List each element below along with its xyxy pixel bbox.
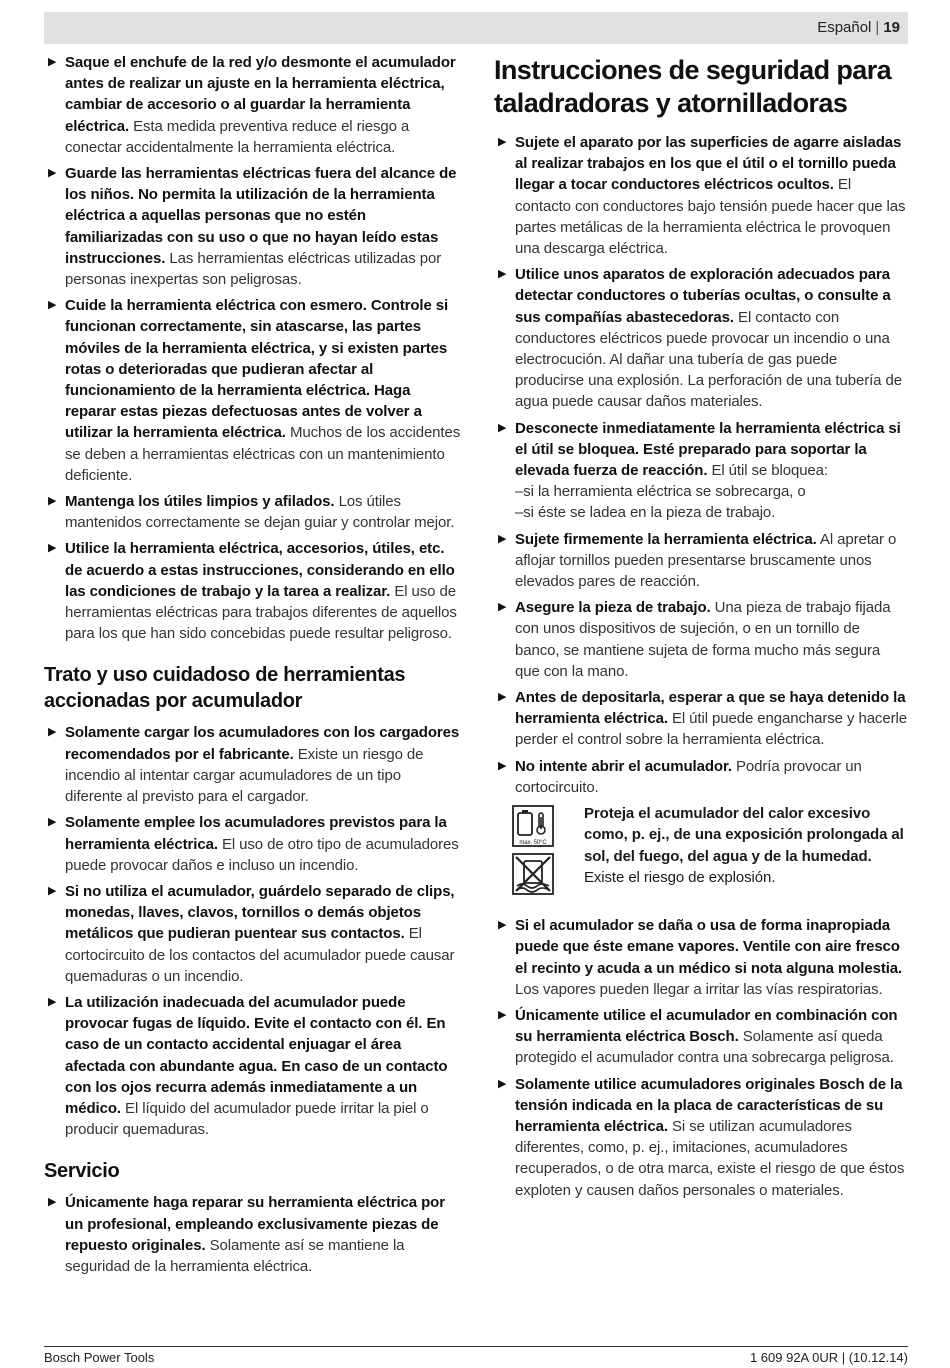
triangle-bullet-icon: ▶: [48, 495, 57, 508]
battery-water-warning-icon: [512, 853, 554, 895]
item-text: Si se utilizan acumuladores diferentes, como, p. ej., imitaciones, acumuladores recuperados, o de otra marca, existe el riesgo de que éstos exploten y causen daños personales o materiales.: [515, 1117, 905, 1199]
list-item: [44, 163, 462, 290]
triangle-bullet-icon: ▶: [498, 691, 507, 704]
list-item: [494, 687, 908, 751]
item-bold-text: Únicamente haga reparar su herramienta eléctrica por un profesional, empleando exclusivamente piezas de repuesto originales.: [65, 1194, 445, 1254]
item-bold-text: Solamente utilice acumuladores originales Bosch de la tensión indicada en la placa de características de su herramienta eléctrica.: [515, 1075, 903, 1135]
item-bold-text: No intente abrir el acumulador.: [515, 757, 732, 775]
item-bold-text: Sujete el aparato por las superficies de agarre aisladas al realizar trabajos en los que el útil o el tornillo pueda llegar a tocar conductores eléctricos ocultos.: [515, 134, 902, 194]
item-bold-text: Solamente emplee los acumuladores previstos para la herramienta eléctrica.: [65, 814, 447, 853]
list-item: [494, 1005, 908, 1069]
battery-warning-block: [512, 803, 908, 895]
general-safety-list: [44, 52, 462, 644]
list-item: [44, 1192, 462, 1277]
battery-heading: Trato y uso cuidadoso de herramientas accionadas por acumulador: [44, 664, 406, 713]
warning-normal-text: Existe el riesgo de explosión.: [584, 868, 776, 886]
item-text: Al apretar o aflojar tornillos pueden presentarse bruscamente unos elevados pares de reacción.: [515, 530, 897, 591]
list-item: [494, 132, 908, 259]
triangle-bullet-icon: ▶: [48, 1196, 57, 1209]
page-header: [44, 12, 908, 44]
section-title: Instrucciones de seguridad para taladradoras y atornilladoras: [494, 55, 892, 118]
dash-item-2: –si éste se ladea en la pieza de trabajo.: [515, 504, 776, 522]
language-label: Español: [817, 19, 872, 36]
item-bold-text: Saque el enchufe de la red y/o desmonte el acumulador antes de realizar un ajuste en la herramienta eléctrica, cambiar de accesorio o al guardar la herramienta eléctrica.: [65, 54, 456, 135]
item-text: El cortocircuito de los contactos del acumulador puede causar quemaduras o un incendio.: [65, 925, 455, 985]
list-item: [494, 264, 908, 412]
item-bold-text: Antes de depositarla, esperar a que se haya detenido la herramienta eléctrica.: [515, 689, 906, 728]
list-item: [44, 491, 462, 533]
list-item: [44, 295, 462, 486]
triangle-bullet-icon: ▶: [498, 268, 507, 281]
item-bold-text: Desconecte inmediatamente la herramienta eléctrica si el útil se bloquea. Esté preparado para soportar la elevada fuerza de reacción.: [515, 419, 901, 480]
drill-safety-list-a: [494, 132, 908, 413]
triangle-bullet-icon: ▶: [48, 542, 57, 555]
header-separator: |: [875, 19, 880, 36]
warning-bold-text: Proteja el acumulador del calor excesivo como, p. ej., de una exposición prolongada al sol, del fuego, del agua y de la humedad.: [584, 805, 904, 865]
list-item: [494, 529, 908, 593]
item-text: Una pieza de trabajo fijada con unos dispositivos de sujeción, o en un tornillo de banco, se mantiene sujeta de forma mucho más segura que con la mano.: [515, 599, 891, 680]
item-bold-text: Utilice unos aparatos de exploración adecuados para detectar conductores o tuberías ocultas, o consulte a sus compañías abastecedoras.: [515, 266, 891, 326]
list-item: [44, 992, 462, 1140]
footer-doc-id: 1 609 92A 0UR | (10.12.14): [749, 1350, 908, 1365]
item-bold-text: Guarde las herramientas eléctricas fuera del alcance de los niños. No permita la utilización de la herramienta eléctrica a aquellas personas que no estén familiarizadas con su uso o que no hayan leído estas instrucciones.: [65, 165, 457, 267]
list-item: [494, 1074, 908, 1201]
triangle-bullet-icon: ▶: [48, 816, 57, 829]
item-text: Las herramientas eléctricas utilizadas por personas inexpertas son peligrosas.: [65, 249, 442, 289]
battery-heat-warning-icon: [512, 805, 554, 847]
list-item: [494, 597, 908, 682]
temp-label: max. 50°C: [519, 840, 547, 847]
list-item: [44, 52, 462, 158]
list-item: [494, 915, 908, 1000]
service-list: [44, 1192, 462, 1277]
list-item: [494, 756, 908, 798]
battery-safety-list: [44, 722, 462, 1140]
item-bold-text: Sujete firmemente la herramienta eléctrica.: [515, 530, 817, 548]
triangle-bullet-icon: ▶: [48, 884, 57, 897]
item-bold-text: Si no utiliza el acumulador, guárdelo separado de clips, monedas, llaves, clavos, tornillos o demás objetos metálicos que pudieran puentear sus contactos.: [65, 882, 455, 943]
triangle-bullet-icon: ▶: [48, 299, 57, 312]
item-text: Existe un riesgo de incendio al intentar cargar acumuladores de un tipo diferente al previsto para el cargador.: [65, 745, 424, 806]
triangle-bullet-icon: ▶: [498, 421, 507, 434]
warning-icons: [512, 805, 556, 901]
item-bold-text: La utilización inadecuada del acumulador puede provocar fugas de líquido. Evite el contacto con él. En caso de un contacto accidental enjuagar el área afectada con abundante agua. En caso de un contacto con los ojos recurra además inmediatamente a un médico.: [65, 993, 448, 1117]
list-item: [44, 538, 462, 644]
item-bold-text: Utilice la herramienta eléctrica, accesorios, útiles, etc. de acuerdo a estas instrucciones, considerando en ello las condiciones de trabajo y la tarea a realizar.: [65, 540, 455, 600]
triangle-bullet-icon: ▶: [498, 601, 507, 614]
item-bold-text: Cuide la herramienta eléctrica con esmero. Controle si funcionan correctamente, sin atascarse, las partes móviles de la herramienta eléctrica, y si existen partes rotas o deterioradas que pudieran afectar al funcionamiento de la herramienta eléctrica. Haga reparar estas piezas defectuosas antes de volver a utilizar la herramienta eléctrica.: [65, 297, 449, 442]
drill-safety-list-c: [494, 915, 908, 1201]
footer-divider: [44, 1346, 908, 1347]
item-bold-text: Solamente cargar los acumuladores con los cargadores recomendados por el fabricante.: [65, 724, 460, 763]
list-item: [44, 812, 462, 876]
footer-brand: Bosch Power Tools: [44, 1350, 155, 1365]
list-item: [44, 881, 462, 987]
list-item: [44, 722, 462, 807]
page-number: 19: [883, 19, 900, 36]
triangle-bullet-icon: ▶: [498, 1008, 507, 1021]
item-text: El contacto con conductores eléctricos puede provocar un incendio o una electrocución. Al dañar una tubería de gas puede producirse una explosión. La perforación de una tubería de agua puede causar daños materiales.: [515, 308, 902, 411]
item-text: El contacto con conductores bajo tensión puede hacer que las partes metálicas de la herramienta eléctrica le provoquen una descarga eléctrica.: [515, 176, 906, 258]
item-text: El útil se bloquea:: [707, 462, 828, 480]
dash-item-1: –si la herramienta eléctrica se sobrecarga, o: [515, 483, 806, 501]
service-heading: Servicio: [44, 1160, 120, 1183]
item-text: Los útiles mantenidos correctamente se dejan guiar y controlar mejor.: [65, 493, 455, 532]
item-text: Los vapores pueden llegar a irritar las vías respiratorias.: [515, 980, 883, 998]
list-item-disconnect: [494, 418, 908, 524]
triangle-bullet-icon: ▶: [498, 919, 507, 932]
triangle-bullet-icon: ▶: [498, 1077, 507, 1090]
triangle-bullet-icon: ▶: [48, 167, 57, 180]
triangle-bullet-icon: ▶: [48, 995, 57, 1008]
item-text: Podría provocar un cortocircuito.: [515, 757, 862, 796]
item-text: El uso de herramientas eléctricas para trabajos diferentes de aquellos para los que han sido concebidas puede resultar peligroso.: [65, 582, 457, 643]
item-text: Esta medida preventiva reduce el riesgo a conectar accidentalmente la herramienta eléctrica.: [65, 117, 410, 156]
triangle-bullet-icon: ▶: [498, 532, 507, 545]
item-bold-text: Asegure la pieza de trabajo.: [515, 599, 711, 617]
item-text: Solamente así se mantiene la seguridad de la herramienta eléctrica.: [65, 1236, 405, 1275]
warning-text: [584, 803, 908, 888]
triangle-bullet-icon: ▶: [48, 726, 57, 739]
item-text: El uso de otro tipo de acumuladores puede provocar daños e incluso un incendio.: [65, 835, 459, 874]
triangle-bullet-icon: ▶: [498, 759, 507, 772]
item-bold-text: Mantenga los útiles limpios y afilados.: [65, 493, 335, 511]
item-text: Muchos de los accidentes se deben a herramientas eléctricas con un mantenimiento deficiente.: [65, 424, 461, 484]
left-column: [44, 52, 462, 1282]
item-text: El útil puede engancharse y hacerle perder el control sobre la herramienta eléctrica.: [515, 710, 907, 749]
triangle-bullet-icon: ▶: [48, 56, 57, 68]
right-column: [494, 52, 908, 1206]
item-text: Solamente así queda protegido el acumulador contra una sobrecarga peligrosa.: [515, 1028, 894, 1067]
drill-safety-list-b: [494, 529, 908, 798]
item-bold-text: Si el acumulador se daña o usa de forma inapropiada puede que éste emane vapores. Ventile con aire fresco el recinto y acuda a un médico si nota alguna molestia.: [515, 917, 903, 977]
item-text: El líquido del acumulador puede irritar la piel o producir quemaduras.: [65, 1099, 429, 1139]
header-language: [817, 12, 900, 44]
triangle-bullet-icon: ▶: [498, 136, 507, 148]
item-bold-text: Únicamente utilice el acumulador en combinación con su herramienta eléctrica Bosch.: [515, 1006, 898, 1046]
